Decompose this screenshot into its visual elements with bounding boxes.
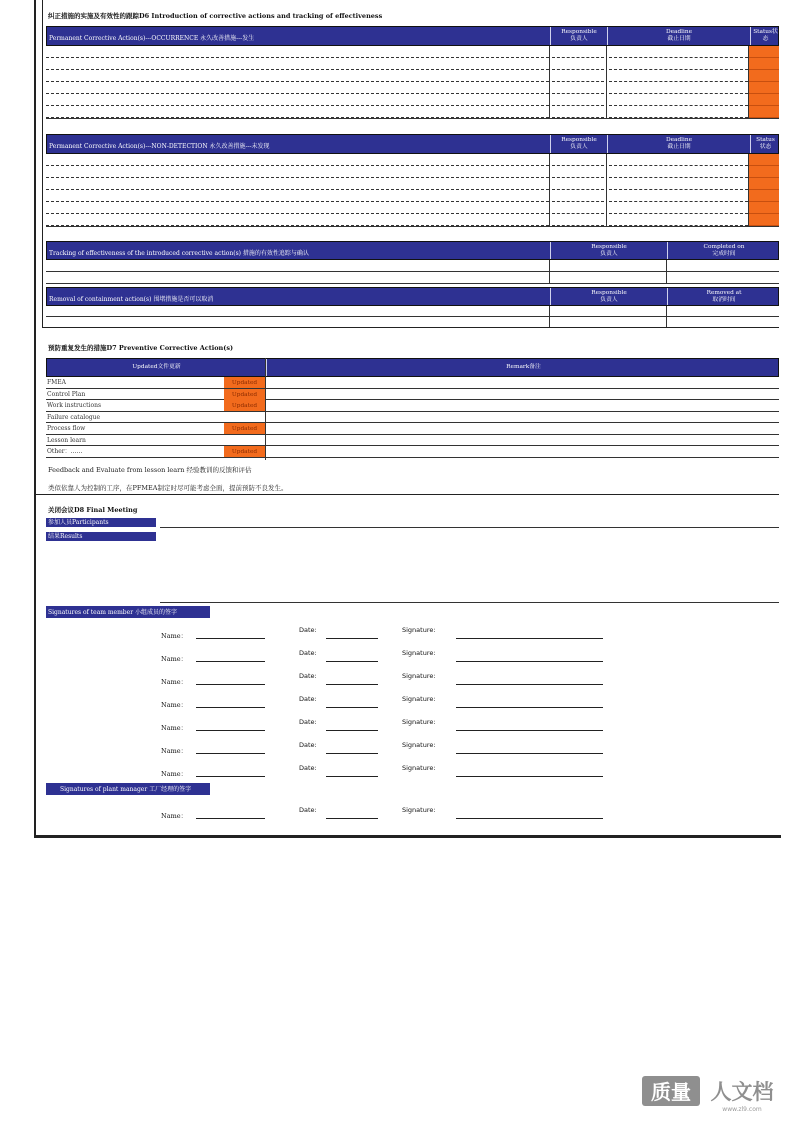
participants-label: 参加人员Participants: [46, 518, 156, 527]
status-en: Status: [756, 137, 775, 143]
occurrence-responsible-cell[interactable]: [552, 106, 604, 118]
d7-row[interactable]: [46, 389, 779, 401]
date-field[interactable]: [326, 684, 378, 685]
d7-row[interactable]: [46, 412, 779, 424]
date-label: Date:: [299, 741, 317, 749]
signature-field[interactable]: [456, 707, 603, 708]
signature-label: Signature:: [402, 806, 436, 814]
d6-bottom-border: [42, 327, 779, 328]
signature-label: Signature:: [402, 718, 436, 726]
d7-row-label: Failure catalogue: [47, 413, 101, 421]
occurrence-divider: [606, 46, 607, 118]
d6-title: 纠正措施的实施及有效性的跟踪D6 Introduction of corrective actions and tracking of effectiveness: [48, 12, 383, 20]
occurrence-responsible-cell[interactable]: [552, 70, 604, 82]
non-detection-action-cell[interactable]: [46, 178, 549, 190]
occurrence-status-header: [750, 27, 780, 45]
watermark-main-b: 人文档: [710, 1080, 774, 1104]
name-field[interactable]: [196, 753, 265, 754]
occurrence-action-cell[interactable]: [46, 94, 549, 106]
non-detection-status-cell[interactable]: [749, 214, 779, 226]
d7-row[interactable]: [46, 377, 779, 389]
updated-status-badge[interactable]: Updated: [224, 389, 265, 400]
signature-row: [0, 649, 793, 669]
participants-field[interactable]: [160, 527, 779, 528]
non-detection-status-cell[interactable]: [749, 166, 779, 178]
team-signatures-label: Signatures of team member 小组成员的签字: [46, 606, 210, 618]
d7-row-label: Lesson learn: [47, 436, 86, 444]
signature-label: Signature:: [402, 649, 436, 657]
removal-row[interactable]: [46, 306, 779, 317]
non-detection-deadline-cell[interactable]: [609, 166, 748, 178]
name-field[interactable]: [196, 818, 265, 819]
updated-column-header: Updated文件更新: [132, 364, 181, 370]
responsible-en: Responsible: [591, 244, 627, 250]
non-detection-action-cell[interactable]: [46, 154, 549, 166]
non-detection-deadline-header: [607, 135, 750, 153]
updated-status-badge[interactable]: Updated: [224, 400, 265, 411]
name-field[interactable]: [196, 684, 265, 685]
occurrence-divider: [549, 46, 550, 118]
non-detection-label: Permanent Corrective Action(s)---NON-DETECTION 永久改善措施---未发现: [49, 143, 270, 150]
updated-status-badge[interactable]: Updated: [224, 446, 265, 457]
d7-row[interactable]: [46, 435, 779, 447]
occurrence-status-cell[interactable]: [749, 106, 779, 118]
non-detection-responsible-cell[interactable]: [552, 214, 604, 226]
occurrence-deadline-cell[interactable]: [609, 94, 748, 106]
tracking-responsible-header: [550, 242, 667, 259]
name-label: Name：: [161, 812, 188, 820]
name-label: Name：: [161, 701, 188, 709]
signature-field[interactable]: [456, 684, 603, 685]
results-label: 结果Results: [46, 532, 156, 541]
occurrence-deadline-cell[interactable]: [609, 106, 748, 118]
date-field[interactable]: [326, 730, 378, 731]
d7-header: [46, 358, 779, 377]
signature-row: [0, 626, 793, 646]
signature-row: [0, 806, 793, 826]
signature-field[interactable]: [456, 638, 603, 639]
signature-field[interactable]: [456, 753, 603, 754]
tracking-header: [46, 241, 779, 260]
signature-row: [0, 695, 793, 715]
completed-en: Completed on: [703, 244, 745, 250]
signature-label: Signature:: [402, 764, 436, 772]
tracking-divider: [666, 260, 667, 284]
d7-row-label: Process flow: [47, 425, 86, 432]
non-detection-divider: [549, 154, 550, 226]
deadline-en: Deadline: [665, 137, 693, 143]
signature-field[interactable]: [456, 776, 603, 777]
deadline-cn: 截止日期: [667, 144, 691, 150]
non-detection-action-cell[interactable]: [46, 190, 549, 202]
signature-label: Signature:: [402, 741, 436, 749]
watermark-url: www.zl9.com: [722, 1106, 762, 1113]
name-label: Name：: [161, 632, 188, 640]
date-field[interactable]: [326, 638, 378, 639]
occurrence-status-cell[interactable]: [749, 46, 779, 58]
date-field[interactable]: [326, 776, 378, 777]
responsible-en: Responsible: [561, 137, 597, 143]
responsible-cn: 负责人: [570, 144, 588, 150]
d7-row[interactable]: [46, 446, 779, 458]
occurrence-responsible-cell[interactable]: [552, 46, 604, 58]
d8-title: 关闭会议D8 Final Meeting: [48, 506, 138, 514]
occurrence-status-cell[interactable]: [749, 94, 779, 106]
feedback-text: Feedback and Evaluate from lesson learn 经验教训的反馈和评估: [48, 466, 252, 474]
status-cn: 态: [762, 36, 769, 42]
non-detection-status-cell[interactable]: [749, 178, 779, 190]
name-label: Name：: [161, 678, 188, 686]
date-label: Date:: [299, 695, 317, 703]
occurrence-deadline-cell[interactable]: [609, 46, 748, 58]
responsible-cn: 负责人: [600, 251, 618, 257]
signature-label: Signature:: [402, 626, 436, 634]
status-en: Status状: [753, 29, 778, 35]
name-field[interactable]: [196, 661, 265, 662]
non-detection-responsible-cell[interactable]: [552, 166, 604, 178]
date-label: Date:: [299, 718, 317, 726]
name-label: Name：: [161, 655, 188, 663]
name-label: Name：: [161, 747, 188, 755]
occurrence-deadline-header: [607, 27, 750, 45]
non-detection-deadline-cell[interactable]: [609, 154, 748, 166]
removal-label: Removal of containment action(s) 围堵措施是否可以取消: [49, 296, 214, 303]
occurrence-responsible-header: [550, 27, 607, 45]
occurrence-label: Permanent Corrective Action(s)---OCCURRENCE 永久改善措施---发生: [49, 35, 255, 42]
occurrence-status-cell[interactable]: [749, 70, 779, 82]
date-field[interactable]: [326, 661, 378, 662]
occurrence-responsible-cell[interactable]: [552, 82, 604, 94]
non-detection-deadline-cell[interactable]: [609, 178, 748, 190]
name-label: Name：: [161, 770, 188, 778]
occurrence-deadline-cell[interactable]: [609, 58, 748, 70]
signature-row: [0, 672, 793, 692]
non-detection-responsible-cell[interactable]: [552, 154, 604, 166]
removal-divider: [549, 306, 550, 328]
tracking-divider: [549, 260, 550, 284]
status-cn: 状态: [759, 144, 772, 150]
date-label: Date:: [299, 764, 317, 772]
non-detection-deadline-cell[interactable]: [609, 190, 748, 202]
remark-column-header: Remark备注: [266, 359, 780, 376]
tracking-completed-header: [667, 242, 780, 259]
date-label: Date:: [299, 806, 317, 814]
non-detection-header: [46, 134, 779, 154]
occurrence-deadline-cell[interactable]: [609, 82, 748, 94]
signature-label: Signature:: [402, 695, 436, 703]
name-field[interactable]: [196, 638, 265, 639]
d7-row[interactable]: [46, 400, 779, 412]
tracking-row[interactable]: [46, 260, 779, 272]
non-detection-responsible-cell[interactable]: [552, 178, 604, 190]
date-label: Date:: [299, 672, 317, 680]
signature-field[interactable]: [456, 818, 603, 819]
responsible-en: Responsible: [591, 290, 627, 296]
watermark-logo: [642, 1074, 782, 1114]
non-detection-status-header: [750, 135, 780, 153]
name-field[interactable]: [196, 707, 265, 708]
removed-cn: 取消时间: [712, 297, 736, 303]
removal-divider: [666, 306, 667, 328]
responsible-en: Responsible: [561, 29, 597, 35]
tracking-row[interactable]: [46, 272, 779, 284]
non-detection-status-cell[interactable]: [749, 154, 779, 166]
non-detection-deadline-cell[interactable]: [609, 202, 748, 214]
d6-inner-border: [42, 0, 43, 327]
occurrence-responsible-cell[interactable]: [552, 58, 604, 70]
date-field[interactable]: [326, 707, 378, 708]
non-detection-action-cell[interactable]: [46, 202, 549, 214]
removal-header: [46, 287, 779, 306]
tracking-label: Tracking of effectiveness of the introduced corrective action(s) 措施的有效性追踪与确认: [49, 250, 309, 257]
occurrence-deadline-cell[interactable]: [609, 70, 748, 82]
deadline-en: Deadline: [665, 29, 693, 35]
d7-bottom-border: [36, 494, 779, 495]
results-field[interactable]: [160, 602, 779, 603]
signature-field[interactable]: [456, 730, 603, 731]
non-detection-action-cell[interactable]: [46, 166, 549, 178]
non-detection-responsible-cell[interactable]: [552, 202, 604, 214]
updated-status-badge[interactable]: Updated: [224, 377, 265, 388]
updated-status-badge[interactable]: Updated: [224, 423, 265, 434]
non-detection-divider: [748, 154, 749, 226]
date-label: Date:: [299, 649, 317, 657]
manager-signatures-label: Signatures of plant manager 工厂经理的签字: [46, 783, 210, 795]
occurrence-action-cell[interactable]: [46, 46, 549, 58]
date-field[interactable]: [326, 818, 378, 819]
d7-row-label: Other：……: [47, 448, 83, 455]
non-detection-divider: [606, 154, 607, 226]
occurrence-action-cell[interactable]: [46, 70, 549, 82]
removal-removed-header: [667, 288, 780, 305]
occurrence-header: [46, 26, 779, 46]
d7-row-label: Work instructions: [47, 402, 102, 409]
date-field[interactable]: [326, 753, 378, 754]
responsible-cn: 负责人: [570, 36, 588, 42]
non-detection-responsible-cell[interactable]: [552, 190, 604, 202]
occurrence-divider: [748, 46, 749, 118]
non-detection-deadline-cell[interactable]: [609, 214, 748, 226]
non-detection-responsible-header: [550, 135, 607, 153]
deadline-cn: 截止日期: [667, 36, 691, 42]
removal-responsible-header: [550, 288, 667, 305]
signature-row: [0, 718, 793, 738]
name-label: Name：: [161, 724, 188, 732]
d7-row-label: FMEA: [47, 379, 67, 386]
non-detection-status-cell[interactable]: [749, 190, 779, 202]
date-label: Date:: [299, 626, 317, 634]
removed-en: Removed at: [706, 290, 742, 296]
non-detection-action-cell[interactable]: [46, 214, 549, 226]
d7-row[interactable]: [46, 423, 779, 435]
d7-title: 预防重复发生的措施D7 Preventive Corrective Action(s): [48, 344, 234, 352]
watermark-main-a: 质量: [651, 1080, 691, 1104]
signature-row: [0, 764, 793, 784]
occurrence-status-cell[interactable]: [749, 82, 779, 94]
d7-row-label: Control Plan: [47, 390, 86, 398]
name-field[interactable]: [196, 730, 265, 731]
occurrence-action-cell[interactable]: [46, 82, 549, 94]
signature-field[interactable]: [456, 661, 603, 662]
non-detection-status-cell[interactable]: [749, 202, 779, 214]
occurrence-action-cell[interactable]: [46, 106, 549, 118]
signature-row: [0, 741, 793, 761]
occurrence-responsible-cell[interactable]: [552, 94, 604, 106]
occurrence-action-cell[interactable]: [46, 58, 549, 70]
name-field[interactable]: [196, 776, 265, 777]
occurrence-table-bottom: [46, 118, 779, 119]
signature-label: Signature:: [402, 672, 436, 680]
responsible-cn: 负责人: [600, 297, 618, 303]
conclusion-text: 类似依靠人为控制的工序，在PFMEA制定时尽可能考虑全面，提前预防不良发生。: [48, 484, 288, 492]
d7-divider: [265, 358, 266, 460]
completed-cn: 完成时间: [712, 251, 736, 257]
non-detection-table-bottom: [46, 226, 779, 227]
occurrence-status-cell[interactable]: [749, 58, 779, 70]
